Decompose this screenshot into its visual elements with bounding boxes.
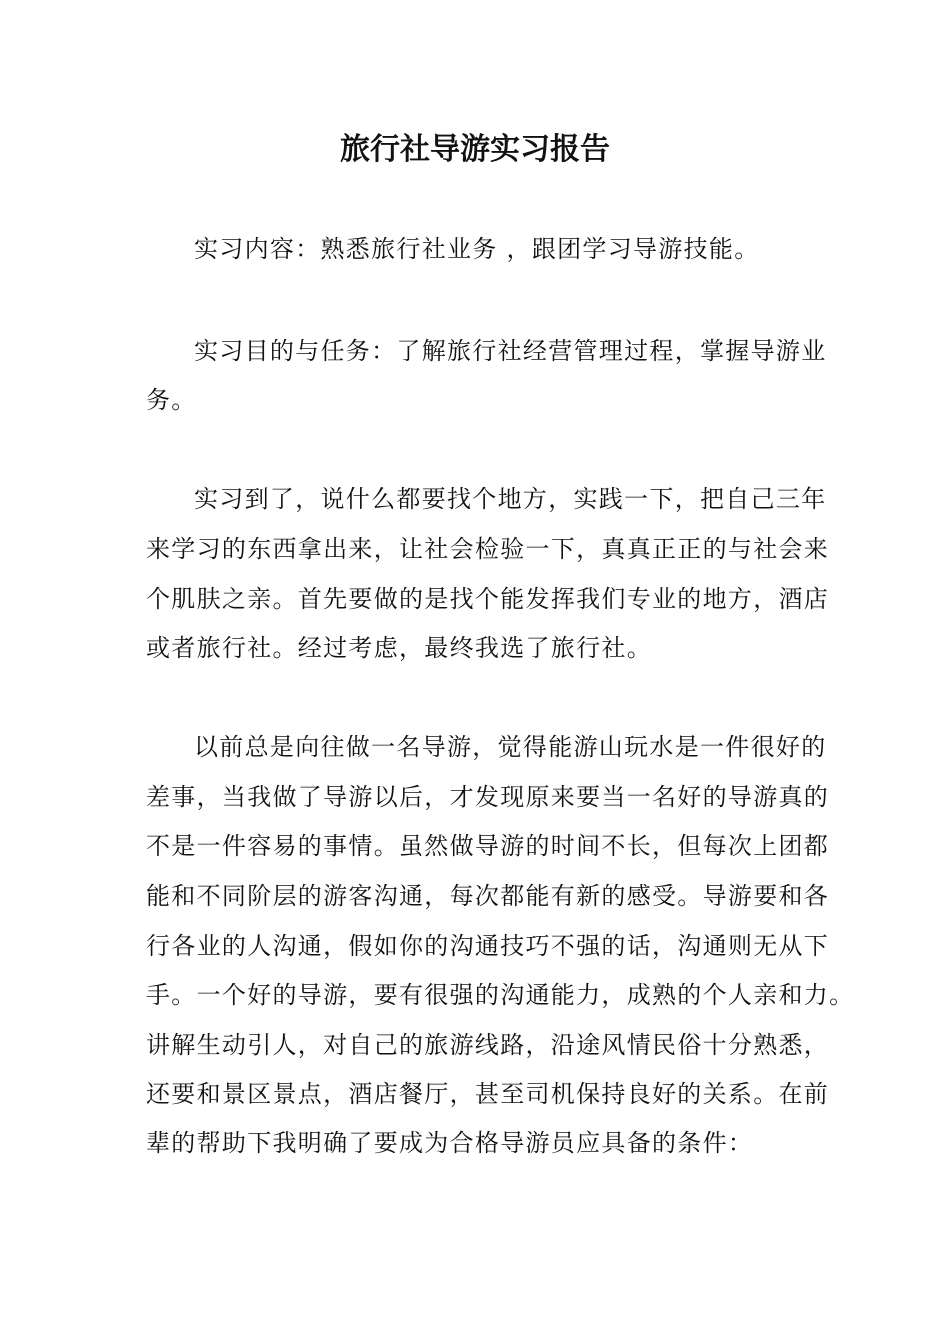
paragraph-line: 来学习的东西拿出来，让社会检验一下，真真正正的与社会来 xyxy=(146,535,830,563)
paragraph-line: 或者旅行社。经过考虑，最终我选了旅行社。 xyxy=(146,634,652,662)
paragraph-line: 讲解生动引人，对自己的旅游线路，沿途风情民俗十分熟悉， xyxy=(146,1031,830,1059)
paragraph-line: 辈的帮助下我明确了要成为合格导游员应具备的条件： xyxy=(146,1129,754,1157)
paragraph-line: 差事，当我做了导游以后，才发现原来要当一名好的导游真的 xyxy=(146,783,830,811)
paragraph-line: 还要和景区景点，酒店餐厅，甚至司机保持良好的关系。在前 xyxy=(146,1080,830,1108)
paragraph-line: 以前总是向往做一名导游，觉得能游山玩水是一件很好的 xyxy=(194,733,827,761)
paragraph-line: 实习到了，说什么都要找个地方，实践一下，把自己三年 xyxy=(194,485,827,513)
paragraph-line: 手。一个好的导游，要有很强的沟通能力，成熟的个人亲和力。 xyxy=(146,981,855,1009)
paragraph-line: 务。 xyxy=(146,386,197,414)
paragraph-line: 个肌肤之亲。首先要做的是找个能发挥我们专业的地方，酒店 xyxy=(146,585,830,613)
paragraph-line: 行各业的人沟通，假如你的沟通技巧不强的话，沟通则无从下 xyxy=(146,932,830,960)
paragraph-line: 实习内容：熟悉旅行社业务 ，跟团学习导游技能。 xyxy=(194,235,760,263)
paragraph-line: 能和不同阶层的游客沟通，每次都能有新的感受。导游要和各 xyxy=(146,882,830,910)
document-title: 旅行社导游实习报告 xyxy=(340,132,610,167)
paragraph-line: 实习目的与任务：了解旅行社经营管理过程，掌握导游业 xyxy=(194,337,827,365)
paragraph-line: 不是一件容易的事情。虽然做导游的时间不长，但每次上团都 xyxy=(146,832,830,860)
